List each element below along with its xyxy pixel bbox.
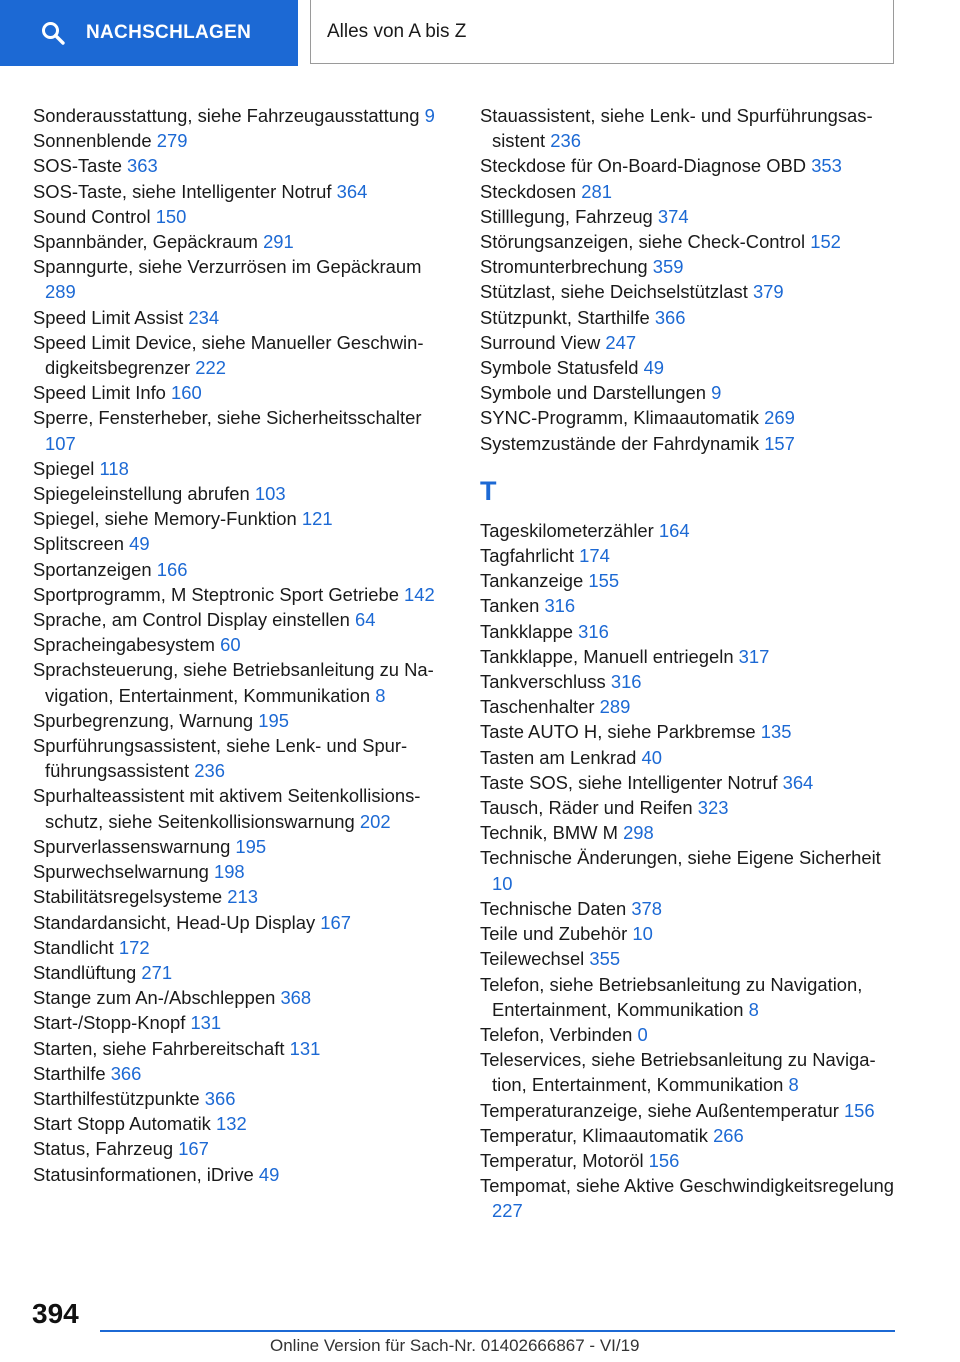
index-entry bbox=[480, 593, 900, 618]
index-entry-page-link[interactable]: 172 bbox=[118, 936, 150, 958]
index-entry-page-link[interactable]: 271 bbox=[141, 961, 173, 983]
index-entry bbox=[33, 405, 453, 455]
index-entry-text: Teilewechsel bbox=[480, 948, 585, 970]
index-entry-text: Standlüftung bbox=[33, 961, 137, 983]
index-entry bbox=[480, 405, 900, 430]
index-entry-page-link[interactable]: 0 bbox=[637, 1023, 648, 1045]
index-entry-text: Stromunterbrechung bbox=[480, 256, 648, 278]
index-entry-text: Spracheingabesystem bbox=[33, 634, 215, 656]
index-entry bbox=[33, 834, 453, 859]
index-group-t bbox=[480, 518, 900, 1224]
header-bar bbox=[0, 0, 960, 66]
index-entry-page-link[interactable]: 366 bbox=[110, 1062, 142, 1084]
index-entry bbox=[33, 657, 453, 707]
index-entry-text: Status, Fahrzeug bbox=[33, 1138, 174, 1160]
index-entry-page-link[interactable]: 155 bbox=[588, 570, 620, 592]
index-entry bbox=[33, 506, 453, 531]
index-entry-page-link[interactable]: 9 bbox=[711, 382, 722, 404]
index-entry-page-link[interactable]: 234 bbox=[188, 306, 220, 328]
index-entry-text: Standlicht bbox=[33, 936, 114, 958]
section-tab-label: NACHSCHLAGEN bbox=[86, 22, 252, 43]
index-entry-page-link[interactable]: 368 bbox=[280, 987, 312, 1009]
index-entry-text: SOS-Taste bbox=[33, 155, 122, 177]
index-entry-text: Steckdose für On-Board-Diagnose OBD bbox=[480, 155, 807, 177]
index-entry-text: Teile und Zubehör bbox=[480, 923, 628, 945]
index-entry-page-link[interactable]: 359 bbox=[652, 256, 684, 278]
index-entry bbox=[480, 1123, 900, 1148]
index-entry-page-link[interactable]: 40 bbox=[641, 746, 663, 768]
index-entry-page-link[interactable]: 269 bbox=[764, 407, 795, 429]
index-entry-text: Sperre, Fensterheber, siehe Sicherheitsschalter bbox=[33, 407, 422, 429]
index-entry-text: Teleservices, siehe Betriebsanleitung zu Navigation, Entertainment, Kommunikation bbox=[480, 1049, 876, 1096]
index-entry-page-link[interactable]: 266 bbox=[713, 1124, 744, 1146]
index-entry-page-link[interactable]: 131 bbox=[190, 1012, 222, 1034]
index-entry-text: Tankverschluss bbox=[480, 671, 606, 693]
index-entry-page-link[interactable]: 49 bbox=[129, 533, 150, 555]
index-column-right bbox=[480, 103, 900, 1224]
index-entry bbox=[33, 1111, 453, 1136]
index-entry-page-link[interactable]: 64 bbox=[355, 609, 376, 631]
index-entry bbox=[480, 254, 900, 279]
index-entry-text: Spurbegrenzung, Warnung bbox=[33, 709, 254, 731]
index-entry-page-link[interactable]: 378 bbox=[631, 897, 663, 919]
index-entry-text: Standardansicht, Head-Up Display bbox=[33, 911, 316, 933]
index-entry-text: Tausch, Räder und Reifen bbox=[480, 797, 693, 819]
index-entry-text: Tasten am Lenkrad bbox=[480, 746, 637, 768]
index-entry-text: Sonnenblende bbox=[33, 130, 152, 152]
index-entry bbox=[480, 1047, 900, 1097]
index-entry bbox=[33, 128, 453, 153]
index-entry-text: Speed Limit Info bbox=[33, 382, 166, 404]
index-entry-text: Statusinformationen, iDrive bbox=[33, 1163, 254, 1185]
index-entry-page-link[interactable]: 160 bbox=[171, 382, 202, 404]
index-entry bbox=[480, 1022, 900, 1047]
index-entry bbox=[480, 153, 900, 178]
index-entry-text: Stilllegung, Fahrzeug bbox=[480, 205, 653, 227]
index-entry-page-link[interactable]: 202 bbox=[359, 810, 391, 832]
index-entry-text: Tankklappe bbox=[480, 620, 574, 642]
index-entry-text: Spiegel bbox=[33, 457, 95, 479]
index-entry-page-link[interactable]: 323 bbox=[697, 797, 729, 819]
index-entry-page-link[interactable]: 166 bbox=[156, 558, 188, 580]
index-entry-page-link[interactable]: 8 bbox=[748, 998, 759, 1020]
index-entry-text: Spurwechselwarnung bbox=[33, 861, 209, 883]
index-entry bbox=[480, 644, 900, 669]
index-entry bbox=[480, 795, 900, 820]
index-entry-page-link[interactable]: 222 bbox=[195, 357, 226, 379]
index-entry-text: Sonderausstattung, siehe Fahrzeugausstattung bbox=[33, 105, 420, 126]
index-entry bbox=[33, 1036, 453, 1061]
index-entry-page-link[interactable]: 156 bbox=[843, 1099, 875, 1121]
index-entry-page-link[interactable]: 157 bbox=[764, 432, 795, 454]
index-entry-text: Temperaturanzeige, siehe Außentemperatur bbox=[480, 1099, 839, 1121]
index-entry-page-link[interactable]: 213 bbox=[227, 886, 258, 908]
index-entry-page-link[interactable]: 103 bbox=[254, 483, 286, 505]
index-entry-text: Systemzustände der Fahrdynamik bbox=[480, 432, 760, 454]
index-entry bbox=[480, 103, 900, 153]
index-entry bbox=[480, 619, 900, 644]
index-entry-text: Spiegeleinstellung abrufen bbox=[33, 483, 250, 505]
index-entry-page-link[interactable]: 364 bbox=[336, 180, 368, 202]
index-entry bbox=[480, 431, 900, 456]
index-entry bbox=[480, 719, 900, 744]
index-entry bbox=[33, 456, 453, 481]
index-entry-text: Tagfahrlicht bbox=[480, 545, 575, 567]
index-group-s bbox=[480, 103, 900, 456]
index-entry bbox=[33, 380, 453, 405]
index-entry-text: Temperatur, Motoröl bbox=[480, 1149, 644, 1171]
index-entry bbox=[33, 935, 453, 960]
index-entry-text: Starten, siehe Fahrbereitschaft bbox=[33, 1037, 285, 1059]
index-entry-page-link[interactable]: 198 bbox=[213, 861, 245, 883]
search-icon bbox=[40, 20, 66, 46]
index-entry bbox=[480, 279, 900, 304]
index-entry-text: Stabilitätsregelsysteme bbox=[33, 886, 223, 908]
index-entry-page-link[interactable]: 131 bbox=[289, 1037, 321, 1059]
index-entry-text: SYNC-Programm, Klimaautomatik bbox=[480, 407, 759, 429]
index-entry-text: Start-/Stopp-Knopf bbox=[33, 1012, 186, 1034]
index-entry bbox=[33, 859, 453, 884]
index-entry-page-link[interactable]: 174 bbox=[579, 545, 610, 567]
index-entry bbox=[33, 557, 453, 582]
index-entry bbox=[480, 355, 900, 380]
index-entry-text: Stützpunkt, Starthilfe bbox=[480, 306, 650, 328]
index-entry bbox=[33, 582, 453, 607]
index-entry-text: Tankanzeige bbox=[480, 570, 584, 592]
index-entry bbox=[33, 254, 453, 304]
index-entry bbox=[480, 946, 900, 971]
index-entry-text: Technik, BMW M bbox=[480, 822, 618, 844]
index-entry-page-link[interactable]: 289 bbox=[599, 696, 631, 718]
index-entry bbox=[480, 921, 900, 946]
index-entry bbox=[480, 380, 900, 405]
index-entry-page-link[interactable]: 363 bbox=[127, 155, 158, 177]
index-entry-text: Symbole Statusfeld bbox=[480, 357, 639, 379]
index-entry-text: Surround View bbox=[480, 331, 601, 353]
index-entry bbox=[33, 783, 453, 833]
index-entry-text: Symbole und Darstellungen bbox=[480, 382, 706, 404]
index-entry-page-link[interactable]: 150 bbox=[155, 205, 187, 227]
index-entry bbox=[33, 531, 453, 556]
index-entry-text: Spannbänder, Gepäckraum bbox=[33, 231, 258, 253]
index-entry-page-link[interactable]: 374 bbox=[657, 205, 689, 227]
index-entry-page-link[interactable]: 9 bbox=[424, 105, 435, 126]
index-entry-text: Taste SOS, siehe Intelligenter Notruf bbox=[480, 771, 778, 793]
index-entry-text: Speed Limit Device, siehe Manueller Geschwindigkeitsbegrenzer bbox=[33, 331, 424, 379]
index-entry bbox=[480, 745, 900, 770]
index-entry bbox=[480, 568, 900, 593]
footer-online-version: Online Version für Sach-Nr. 01402666867 - VI/19 bbox=[270, 1336, 640, 1355]
index-entry-page-link[interactable]: 8 bbox=[788, 1074, 799, 1096]
index-entry bbox=[480, 770, 900, 795]
index-entry bbox=[33, 884, 453, 909]
index-entry bbox=[480, 820, 900, 845]
index-entry-text: Sprachsteuerung, siehe Betriebsanleitung zu Navigation, Entertainment, Kommunikation bbox=[33, 659, 434, 706]
index-entry bbox=[480, 204, 900, 229]
index-entry bbox=[33, 1136, 453, 1161]
index-entry-page-link[interactable]: 132 bbox=[216, 1113, 247, 1135]
index-entry bbox=[480, 694, 900, 719]
index-entry bbox=[480, 179, 900, 204]
index-entry-page-link[interactable]: 164 bbox=[658, 519, 690, 541]
index-entry bbox=[480, 1173, 900, 1223]
index-entry bbox=[480, 518, 900, 543]
index-entry-text: Taschenhalter bbox=[480, 696, 595, 718]
index-entry-text: Temperatur, Klimaautomatik bbox=[480, 1124, 708, 1146]
index-entry bbox=[33, 632, 453, 657]
index-entry-page-link[interactable]: 10 bbox=[632, 923, 653, 945]
index-entry-text: Spiegel, siehe Memory-Funktion bbox=[33, 508, 297, 530]
index-entry-page-link[interactable]: 366 bbox=[204, 1087, 236, 1109]
index-entry-page-link[interactable]: 167 bbox=[178, 1138, 209, 1160]
index-entry bbox=[33, 179, 453, 204]
index-entry-text: Start Stopp Automatik bbox=[33, 1113, 211, 1135]
index-entry-text: Störungsanzeigen, siehe Check-Control bbox=[480, 231, 806, 253]
index-entry-page-link[interactable]: 121 bbox=[301, 508, 333, 530]
index-entry-page-link[interactable]: 10 bbox=[492, 872, 513, 894]
index-entry bbox=[33, 960, 453, 985]
index-entry-text: Tanken bbox=[480, 595, 540, 617]
index-entry-text: Stange zum An-/Abschleppen bbox=[33, 987, 276, 1009]
index-entry-page-link[interactable]: 152 bbox=[810, 231, 841, 253]
index-entry-text: Sprache, am Control Display einstellen bbox=[33, 609, 350, 631]
index-entry-page-link[interactable]: 281 bbox=[581, 180, 612, 202]
section-tab-nachschlagen[interactable] bbox=[0, 0, 298, 66]
index-entry-text: Splitscreen bbox=[33, 533, 124, 555]
index-entry-text: Tankklappe, Manuell entriegeln bbox=[480, 645, 734, 667]
index-entry-page-link[interactable]: 355 bbox=[589, 948, 621, 970]
page-title: Alles von A bis Z bbox=[310, 0, 894, 64]
index-entry-text: Spurhalteassistent mit aktivem Seitenkollisionsschutz, siehe Seitenkollisionswarnung bbox=[33, 785, 421, 832]
index-entry-text: Technische Daten bbox=[480, 897, 627, 919]
index-entry bbox=[33, 607, 453, 632]
index-entry bbox=[480, 330, 900, 355]
index-entry-page-link[interactable]: 8 bbox=[375, 684, 386, 706]
index-entry-page-link[interactable]: 107 bbox=[45, 432, 76, 454]
index-entry-page-link[interactable]: 135 bbox=[760, 721, 792, 743]
index-entry-page-link[interactable]: 289 bbox=[45, 281, 76, 303]
index-entry bbox=[480, 1098, 900, 1123]
index-entry bbox=[480, 229, 900, 254]
index-entry-page-link[interactable]: 156 bbox=[648, 1149, 680, 1171]
index-entry bbox=[33, 1162, 453, 1187]
footer-divider bbox=[100, 1330, 895, 1332]
index-entry-text: Stauassistent, siehe Lenk- und Spurführungsassistent bbox=[480, 105, 873, 152]
index-entry-text: Spurverlassenswarnung bbox=[33, 835, 231, 857]
index-entry bbox=[33, 229, 453, 254]
index-entry bbox=[33, 330, 453, 380]
index-entry-page-link[interactable]: 353 bbox=[811, 155, 842, 177]
index-entry bbox=[33, 1086, 453, 1111]
index-entry-page-link[interactable]: 195 bbox=[258, 709, 289, 731]
index-entry bbox=[33, 204, 453, 229]
index-entry bbox=[33, 1061, 453, 1086]
index-entry-page-link[interactable]: 236 bbox=[550, 130, 581, 152]
index-entry bbox=[33, 910, 453, 935]
index-entry bbox=[33, 985, 453, 1010]
index-column-left bbox=[33, 103, 453, 1187]
index-entry bbox=[480, 845, 900, 895]
index-entry-page-link[interactable]: 279 bbox=[156, 130, 188, 152]
index-entry-page-link[interactable]: 49 bbox=[258, 1163, 280, 1185]
index-entry-text: Taste AUTO H, siehe Parkbremse bbox=[480, 721, 756, 743]
index-entry-text: Sportprogramm, M Steptronic Sport Getriebe bbox=[33, 583, 399, 605]
index-entry-text: Starthilfe bbox=[33, 1062, 106, 1084]
index-entry-text: Starthilfestützpunkte bbox=[33, 1087, 200, 1109]
index-entry-page-link[interactable]: 379 bbox=[752, 281, 784, 303]
index-entry bbox=[480, 1148, 900, 1173]
index-entry bbox=[480, 896, 900, 921]
index-entry bbox=[33, 733, 453, 783]
index-entry-page-link[interactable]: 316 bbox=[610, 671, 642, 693]
index-entry bbox=[33, 103, 453, 128]
index-entry-text: SOS-Taste, siehe Intelligenter Notruf bbox=[33, 180, 332, 202]
index-entry-page-link[interactable]: 316 bbox=[544, 595, 576, 617]
index-entry bbox=[33, 153, 453, 178]
index-entry-page-link[interactable]: 167 bbox=[320, 911, 351, 933]
index-entry bbox=[480, 669, 900, 694]
index-entry bbox=[33, 305, 453, 330]
index-entry bbox=[33, 481, 453, 506]
index-entry-page-link[interactable]: 317 bbox=[738, 645, 770, 667]
index-entry-page-link[interactable]: 298 bbox=[623, 822, 654, 844]
index-entry-page-link[interactable]: 236 bbox=[194, 760, 225, 782]
index-entry-page-link[interactable]: 366 bbox=[654, 306, 686, 328]
index-entry-page-link[interactable]: 291 bbox=[263, 231, 294, 253]
index-entry-page-link[interactable]: 60 bbox=[220, 634, 241, 656]
index-entry bbox=[33, 1010, 453, 1035]
index-entry-page-link[interactable]: 142 bbox=[404, 583, 435, 605]
index-entry-page-link[interactable]: 364 bbox=[782, 771, 814, 793]
index-entry-text: Telefon, Verbinden bbox=[480, 1023, 638, 1045]
index-entry-page-link[interactable]: 316 bbox=[578, 620, 609, 642]
index-entry bbox=[33, 708, 453, 733]
index-section-letter: T bbox=[480, 475, 497, 506]
index-entry-page-link[interactable]: 247 bbox=[605, 331, 637, 353]
index-entry bbox=[480, 972, 900, 1022]
index-entry-text: Technische Änderungen, siehe Eigene Sicherheit bbox=[480, 847, 881, 869]
index-entry-text: Speed Limit Assist bbox=[33, 306, 184, 328]
index-entry-text: Stützlast, siehe Deichselstützlast bbox=[480, 281, 748, 303]
index-entry-text: Sound Control bbox=[33, 205, 151, 227]
page-number: 394 bbox=[32, 1298, 79, 1329]
index-entry-text: Spurführungsassistent, siehe Lenk- und Spurführungsassistent bbox=[33, 735, 408, 782]
index-entry-page-link[interactable]: 118 bbox=[99, 457, 129, 479]
index-entry-text: Tempomat, siehe Aktive Geschwindigkeitsregelung bbox=[480, 1175, 895, 1197]
index-entry bbox=[480, 305, 900, 330]
index-entry bbox=[480, 543, 900, 568]
index-entry-page-link[interactable]: 195 bbox=[235, 835, 267, 857]
index-entry-page-link[interactable]: 49 bbox=[643, 357, 665, 379]
index-entry-text: Steckdosen bbox=[480, 180, 577, 202]
index-entry-text: Sportanzeigen bbox=[33, 558, 152, 580]
index-entry-text: Tageskilometerzähler bbox=[480, 519, 654, 541]
index-entry-text: Spanngurte, siehe Verzurrösen im Gepäckraum bbox=[33, 256, 422, 278]
index-entry-page-link[interactable]: 227 bbox=[492, 1200, 523, 1222]
index-entry-text: Telefon, siehe Betriebsanleitung zu Navigation, Entertainment, Kommunikation bbox=[480, 973, 863, 1020]
